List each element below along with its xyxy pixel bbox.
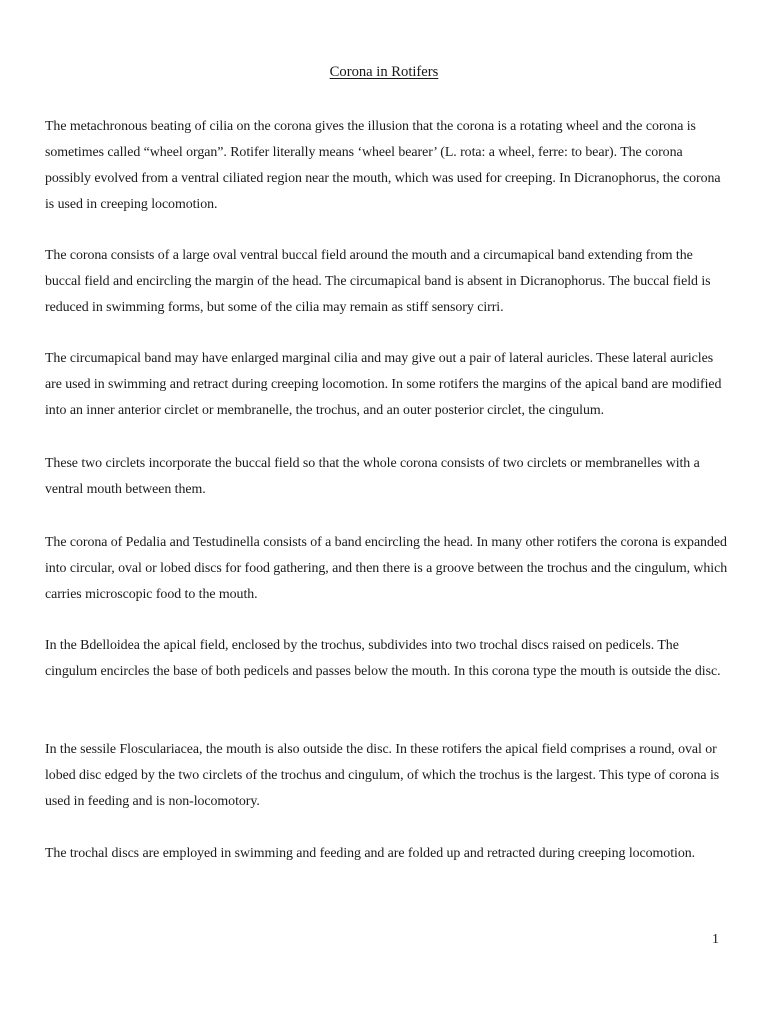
document-title: Corona in Rotifers — [329, 64, 439, 80]
paragraph-bdelloidea: In the Bdelloidea the apical field, enclosed by the trochus, subdivides into two trochal discs raised on pedicels. The cingulum encircles the base of both pedicels and passes below the mouth. In this corona type the mouth is outside the disc. — [45, 638, 721, 679]
paragraph-flosculariacea: In the sessile Flosculariacea, the mouth is also outside the disc. In these rotifers the apical field comprises a round, oval or lobed disc edged by the two circlets of the trochus and cingulum, of which the trochus is the largest. This type of corona is used in feeding and is non-locomotory. — [45, 742, 720, 809]
paragraph-two-circlets: These two circlets incorporate the buccal field so that the whole corona consists of two circlets or membranelles with a ventral mouth between them. — [45, 456, 700, 497]
paragraph-wheel-organ: The metachronous beating of cilia on the corona gives the illusion that the corona is a rotating wheel and the corona is sometimes called “wheel organ”. Rotifer literally means ‘wheel bearer’ (L. rota: a wheel, ferre: to bear). The corona possibly evolved from a ventral ciliated region near the mouth, which was used for creeping. In Dicranophorus, the corona is used in creeping locomotion. — [45, 119, 721, 212]
paragraph-pedalia-testudinella: The corona of Pedalia and Testudinella consists of a band encircling the head. In many other rotifers the corona is expanded into circular, oval or lobed discs for food gathering, and then there is a groove between the trochus and the cingulum, which carries microscopic food to the mouth. — [45, 535, 728, 602]
paragraph-trochal-discs: The trochal discs are employed in swimming and feeding and are folded up and retracted during creeping locomotion. — [45, 846, 696, 861]
page-number: 1 — [712, 932, 719, 947]
paragraph-corona-structure: The corona consists of a large oval ventral buccal field around the mouth and a circumapical band extending from the buccal field and encircling the margin of the head. The circumapical band is absent in Dicranophorus. The buccal field is reduced in swimming forms, but some of the cilia may remain as stiff sensory cirri. — [45, 248, 711, 315]
paragraph-circumapical-band: The circumapical band may have enlarged marginal cilia and may give out a pair of lateral auricles. These lateral auricles are used in swimming and retract during creeping locomotion. In some rotifers the margins of the apical band are modified into an inner anterior circlet or membranelle, the trochus, and an outer posterior circlet, the cingulum. — [45, 351, 722, 418]
